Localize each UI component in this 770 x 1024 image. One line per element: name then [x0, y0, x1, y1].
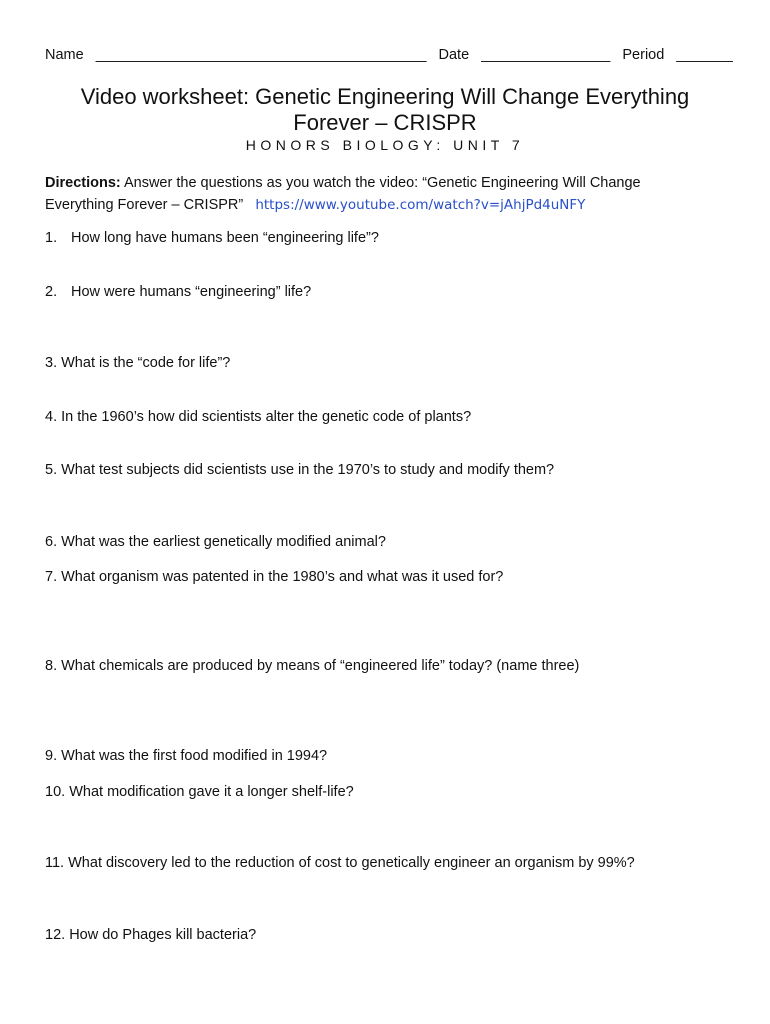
name-label: Name [45, 47, 84, 63]
question-number: 9. [45, 748, 58, 764]
question-number: 10. [45, 784, 66, 800]
page-title-line-1: Video worksheet: Genetic Engineering Will Change Everything [80, 84, 690, 109]
question-11 [45, 855, 635, 871]
directions-line-2 [45, 194, 705, 216]
question-6 [45, 534, 386, 550]
name-blank: _________________________________________ [95, 47, 427, 63]
page-title-line-2: Forever – CRISPR [293, 110, 477, 135]
question-5 [45, 462, 554, 478]
question-text: What was the earliest genetically modified animal? [61, 534, 386, 550]
question-text: What test subjects did scientists use in the 1970’s to study and modify them? [61, 462, 555, 478]
question-number: 7. [45, 569, 58, 585]
question-text: What chemicals are produced by means of “engineered life” today? (name three) [61, 658, 580, 674]
question-number: 4. [45, 409, 58, 425]
question-text: What was the first food modified in 1994? [61, 748, 328, 764]
question-text: What discovery led to the reduction of cost to genetically engineer an organism by 99%? [68, 855, 635, 871]
period-label: Period [622, 47, 665, 63]
question-number: 12. [45, 927, 66, 943]
question-number: 5. [45, 462, 58, 478]
question-text: How were humans “engineering” life? [71, 284, 312, 300]
question-number: 8. [45, 658, 58, 674]
question-10 [45, 784, 354, 800]
question-7 [45, 569, 503, 585]
question-number: 1. [45, 230, 58, 246]
question-2 [45, 284, 311, 300]
directions-label: Directions: [45, 175, 121, 191]
directions-line-1 [45, 172, 705, 194]
question-text: What is the “code for life”? [61, 355, 231, 371]
question-number: 3. [45, 355, 58, 371]
directions-block [45, 172, 705, 216]
question-3 [45, 355, 230, 371]
question-1 [45, 230, 379, 246]
date-label: Date [438, 47, 470, 63]
directions-text-1: Answer the questions as you watch the video: “Genetic Engineering Will Change [120, 175, 641, 191]
question-number: 6. [45, 534, 58, 550]
question-text: What modification gave it a longer shelf-life? [69, 784, 354, 800]
student-info-header [45, 47, 733, 63]
question-12 [45, 927, 256, 943]
question-9 [45, 748, 327, 764]
question-number: 2. [45, 284, 58, 300]
date-blank: ________________ [481, 47, 611, 63]
directions-text-2: Everything Forever – CRISPR” [45, 197, 244, 213]
question-4 [45, 409, 471, 425]
question-text: In the 1960’s how did scientists alter the genetic code of plants? [61, 409, 472, 425]
question-8 [45, 658, 579, 674]
question-number: 11. [45, 855, 65, 871]
course-subtitle: HONORS BIOLOGY: UNIT 7 [245, 137, 525, 153]
period-blank: _______ [676, 47, 733, 63]
question-text: How do Phages kill bacteria? [69, 927, 257, 943]
video-link[interactable]: https://www.youtube.com/watch?v=jAhjPd4uNFY [255, 197, 586, 213]
question-text: How long have humans been “engineering life”? [71, 230, 379, 246]
question-text: What organism was patented in the 1980’s and what was it used for? [61, 569, 504, 585]
